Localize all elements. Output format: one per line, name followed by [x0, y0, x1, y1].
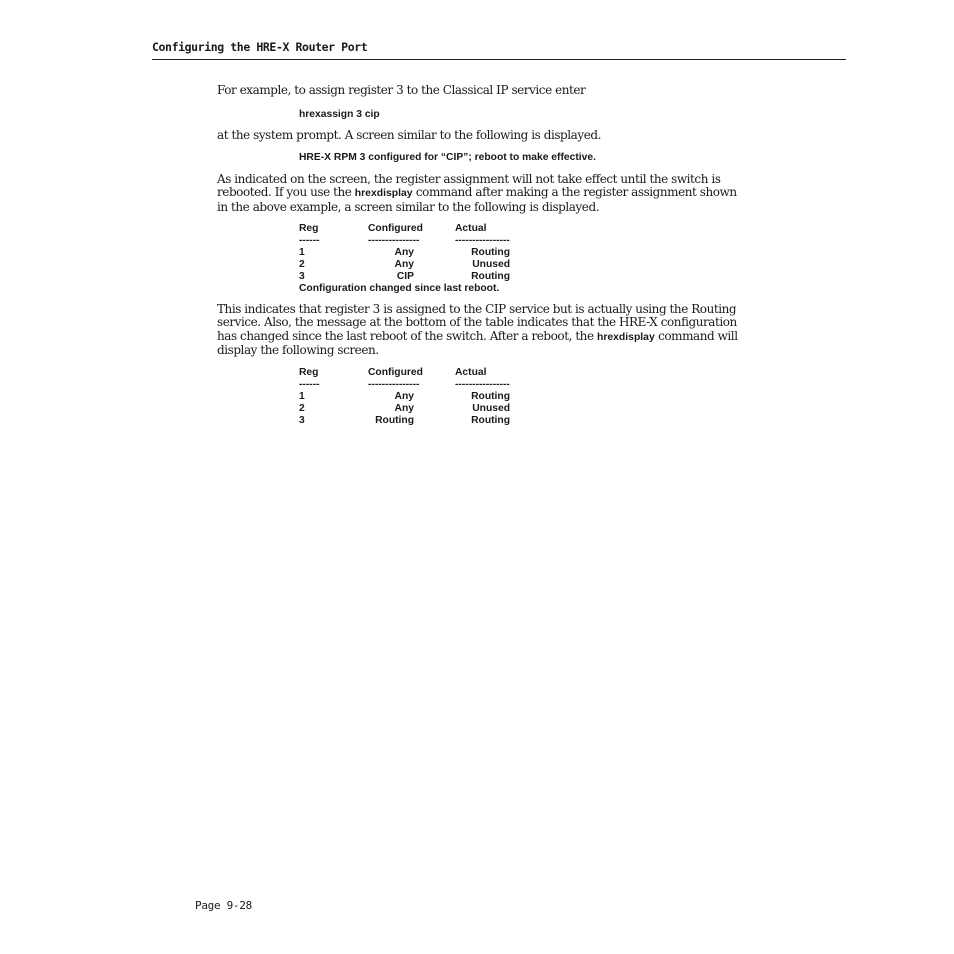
register-number: 3: [299, 271, 305, 282]
divider: ------: [299, 379, 320, 390]
config-changed-note: [299, 283, 539, 295]
register-number: 2: [299, 403, 305, 414]
inline-command: hrexdisplay: [354, 188, 413, 200]
note-text: Configuration changed since last reboot.: [299, 283, 500, 294]
paragraph-line: [217, 186, 757, 200]
register-display-screen-2: [299, 367, 539, 427]
configured-value: Any: [394, 247, 414, 258]
inline-command: hrexdisplay: [596, 331, 655, 343]
actual-value: Routing: [471, 271, 510, 282]
divider: ----------------: [455, 379, 510, 390]
table-row: [299, 271, 539, 283]
paragraph-line: service. Also, the message at the bottom of the table indicates that the HRE-X configuration: [217, 315, 737, 330]
register-display-screen-1: [299, 223, 539, 295]
header-rule: [152, 59, 846, 60]
paragraph-explanation: [217, 303, 757, 358]
paragraph-line: in the above example, a screen similar to the following is displayed.: [217, 199, 600, 214]
command-example: hrexassign 3 cip: [299, 109, 380, 120]
paragraph-line: As indicated on the screen, the register assignment will not take effect until the switch is: [217, 172, 721, 186]
divider: ----------------: [455, 235, 510, 246]
actual-value: Routing: [471, 391, 510, 402]
text-run: rebooted. If you use the: [217, 185, 355, 200]
column-header: Actual: [455, 367, 487, 378]
divider: ---------------: [368, 235, 420, 246]
column-header: Reg: [299, 367, 319, 378]
table-header-row: [299, 367, 539, 379]
paragraph-line: This indicates that register 3 is assigned to the CIP service but is actually using the Routing: [217, 302, 737, 316]
page-number: Page 9-28: [195, 899, 252, 912]
paragraph-line: display the following screen.: [217, 343, 379, 358]
text-run: command after making a the register assignment shown: [412, 185, 737, 200]
actual-value: Routing: [471, 247, 510, 258]
column-header: Configured: [368, 367, 423, 378]
table-header-row: [299, 223, 539, 235]
configured-value: Any: [394, 391, 414, 402]
column-header: Configured: [368, 223, 423, 234]
paragraph-intro: For example, to assign register 3 to the Classical IP service enter: [217, 83, 586, 97]
register-number: 1: [299, 247, 305, 258]
table-row: [299, 415, 539, 427]
actual-value: Routing: [471, 415, 510, 426]
column-header: Actual: [455, 223, 487, 234]
paragraph-line: [217, 330, 757, 344]
column-header: Reg: [299, 223, 319, 234]
divider: ---------------: [368, 379, 420, 390]
table-row: [299, 259, 539, 271]
divider: ------: [299, 235, 320, 246]
text-run: has changed since the last reboot of the switch. After a reboot, the: [217, 328, 597, 343]
table-divider-row: [299, 379, 539, 391]
table-row: [299, 391, 539, 403]
register-number: 3: [299, 415, 305, 426]
paragraph-system-prompt: at the system prompt. A screen similar to the following is displayed.: [217, 128, 601, 142]
actual-value: Unused: [472, 403, 510, 414]
register-number: 2: [299, 259, 305, 270]
table-divider-row: [299, 235, 539, 247]
configured-value: Any: [394, 259, 414, 270]
table-row: [299, 403, 539, 415]
actual-value: Unused: [472, 259, 510, 270]
configured-value: Any: [394, 403, 414, 414]
register-number: 1: [299, 391, 305, 402]
running-head-title: Configuring the HRE-X Router Port: [152, 40, 368, 54]
table-row: [299, 247, 539, 259]
configured-value: Routing: [375, 415, 414, 426]
paragraph-reboot-note: [217, 173, 757, 214]
text-run: command will: [654, 328, 738, 343]
configured-value: CIP: [396, 271, 414, 282]
command-output: HRE-X RPM 3 configured for “CIP”; reboot to make effective.: [299, 152, 596, 163]
